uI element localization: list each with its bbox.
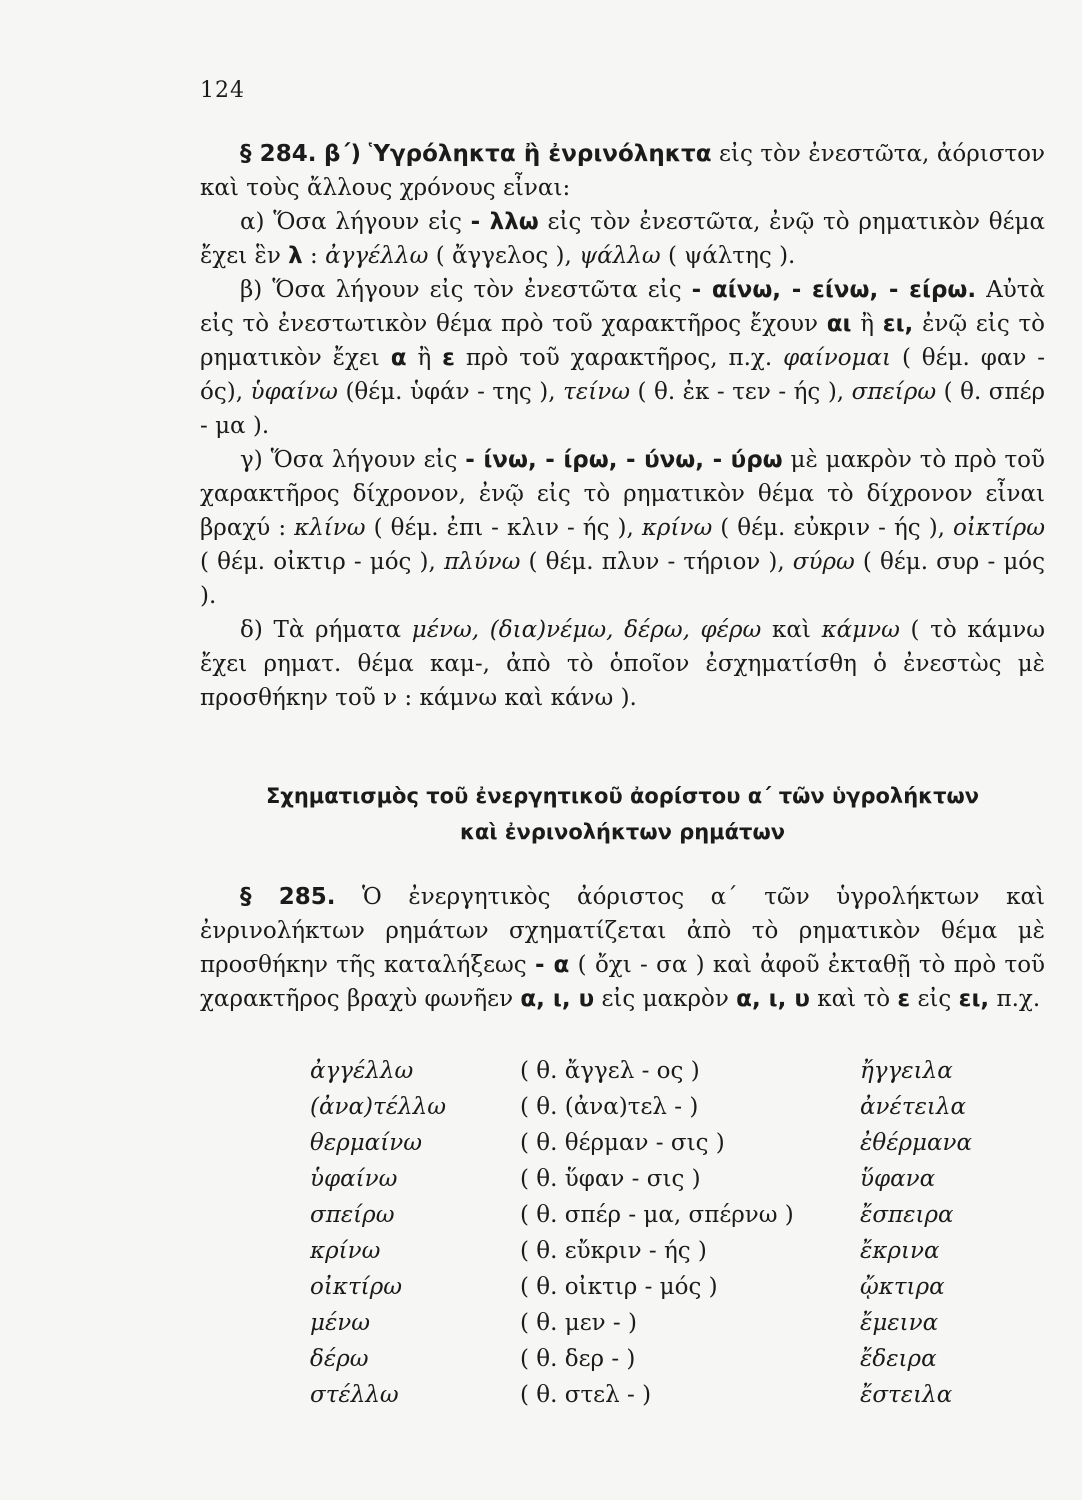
text: ( θέμ. συρ - μός ). [200, 549, 1046, 609]
example-verb: τείνω [563, 379, 630, 405]
section-number: § 285. [240, 884, 336, 910]
verb: ἀγγέλλω [310, 1058, 414, 1084]
text: : [310, 243, 318, 269]
aorist: ἔδειρα [860, 1346, 937, 1372]
ending: - αίνω, - είνω, - είρω. [691, 277, 977, 303]
section-title: Ὑγρόληκτα ἢ ἐνρινόληκτα [368, 141, 712, 167]
example-verb: ἀγγέλλω [325, 243, 429, 269]
section-heading [200, 778, 1045, 850]
verb: δέρω [310, 1346, 369, 1372]
ending: - λλω [470, 209, 539, 235]
text: Αὐτὰ εἰς τὸ ἐνεστωτικὸν θέμα πρὸ τοῦ χαρακτῆρος ἔχουν [200, 277, 1046, 337]
verb: σπείρω [310, 1202, 395, 1228]
text: μὲ μακρὸν τὸ πρὸ τοῦ χαρακτῆρος δίχρονον, ἐνῷ εἰς τὸ ρηματικὸν θέμα τὸ δίχρονον εἶναι βραχύ : [200, 447, 1046, 541]
example-verb: κρίνω [641, 515, 713, 541]
aorist: ἤγγειλα [860, 1058, 953, 1084]
table-row [310, 1094, 1010, 1130]
text: ( τὸ κάμνω ἔχει ρηματ. θέμα καμ-, ἀπὸ τὸ ὁποῖον ἐσχηματίσθη ὁ ἐνεστὼς μὲ προσθήκην τοῦ ν : κάμνω καὶ κάνω ). [200, 617, 1046, 711]
rule-d [200, 613, 1045, 715]
letter: α [390, 345, 407, 371]
aorist: ἐθέρμανα [860, 1130, 973, 1156]
text: ( θ. σπέρ - μα ). [200, 379, 1046, 439]
text: ἢ [417, 345, 432, 371]
example-verb: σύρω [792, 549, 855, 575]
text: α) Ὅσα λήγουν εἰς [240, 209, 462, 235]
intro-text: εἰς τὸν ἐνεστῶτα, ἀόριστον καὶ τοὺς ἄλλους χρόνους εἶναι: [200, 141, 1046, 201]
text: ἐνῷ εἰς τὸ ρηματικὸν ἔχει [200, 311, 1046, 371]
text: δ) Τὰ ρήματα [240, 617, 402, 643]
aorist: ἔσπειρα [860, 1202, 954, 1228]
letters: α, ι, υ [736, 986, 810, 1012]
letter: λ [288, 243, 303, 269]
text: ( θέμ. εὐκριν - ής ), [720, 515, 945, 541]
page-number: 124 [200, 78, 245, 103]
text: ( θέμ. πλυν - τήριον ), [528, 549, 785, 575]
example-verb: ψάλλω [579, 243, 661, 269]
text: ( θέμ. φαν - ός), [200, 345, 1045, 405]
rule-a [200, 205, 1045, 273]
aorist: ᾤκτιρα [860, 1274, 945, 1300]
letters: α, ι, υ [520, 986, 595, 1012]
text: Ὁ ἐνεργητικὸς ἀόριστος α΄ τῶν ὑγρολήκτων καὶ ἐνρινολήκτων ρημάτων σχηματίζεται ἀπὸ τὸ ρηματικὸν θέμα μὲ προσθήκην τῆς καταλήξεως [200, 884, 1045, 978]
example-verb: ὑφαίνω [250, 379, 338, 405]
text: εἰς τὸν ἐνεστῶτα, ἐνῷ τὸ ρηματικὸν θέμα ἔχει ἓν [200, 209, 1046, 269]
stem: ( θ. ὕφαν - σις ) [520, 1166, 701, 1192]
stem: ( θ. οἰκτιρ - μός ) [520, 1274, 718, 1300]
verb: ὑφαίνω [310, 1166, 398, 1192]
table-row [310, 1382, 1010, 1418]
table-row [310, 1058, 1010, 1094]
text: (θέμ. ὑφάν - της ), [345, 379, 556, 405]
aorist: ἀνέτειλα [860, 1094, 967, 1120]
table-row [310, 1346, 1010, 1382]
example-verb: μένω, (δια)νέμω, δέρω, φέρω [411, 617, 762, 643]
stem: ( θ. ἄγγελ - ος ) [520, 1058, 700, 1084]
aorist: ἔκρινα [860, 1238, 940, 1264]
text: εἰς [917, 986, 952, 1012]
example-verb: φαίνομαι [783, 345, 892, 371]
letter: ε [897, 986, 911, 1012]
text: ( ὄχι - σα ) καὶ ἀφοῦ ἐκταθῇ τὸ πρὸ τοῦ χαρακτῆρος βραχὺ φωνῆεν [200, 952, 1046, 1012]
verb: στέλλω [310, 1382, 399, 1408]
rule-c [200, 443, 1045, 613]
text: καὶ τὸ [817, 986, 891, 1012]
aorist: ὕφανα [860, 1166, 936, 1192]
stem: ( θ. σπέρ - μα, σπέρνω ) [520, 1202, 794, 1228]
text: β) Ὅσα λήγουν εἰς τὸν ἐνεστῶτα εἰς [240, 277, 682, 303]
heading-line-2: καὶ ἐνρινολήκτων ρημάτων [459, 820, 786, 844]
section-284-intro [200, 137, 1045, 205]
heading-line-1: Σχηματισμὸς τοῦ ἐνεργητικοῦ ἀορίστου α΄ τῶν ὑγρολήκτων [265, 784, 980, 808]
stem: ( θ. δερ - ) [520, 1346, 636, 1372]
verb: (ἀνα)τέλλω [310, 1094, 446, 1120]
verb: οἰκτίρω [310, 1274, 402, 1300]
table-row [310, 1238, 1010, 1274]
example-verb: πλύνω [443, 549, 521, 575]
stem: ( θ. μεν - ) [520, 1310, 637, 1336]
example-verb: κλίνω [294, 515, 366, 541]
verb: κρίνω [310, 1238, 381, 1264]
stem: ( θ. θέρμαν - σις ) [520, 1130, 725, 1156]
text: ( ἄγγελος ), [435, 243, 572, 269]
section-number: § 284. [240, 141, 317, 167]
stem: ( θ. (ἀνα)τελ - ) [520, 1094, 699, 1120]
aorist: ἔμεινα [860, 1310, 939, 1336]
subsection-marker: β΄) [323, 141, 362, 167]
verb: μένω [310, 1310, 371, 1336]
table-row [310, 1274, 1010, 1310]
text: ἢ [860, 311, 875, 337]
aorist: ἔστειλα [860, 1382, 953, 1408]
example-verb: οἰκτίρω [953, 515, 1045, 541]
example-verb: σπείρω [851, 379, 937, 405]
table-row [310, 1166, 1010, 1202]
table-row [310, 1202, 1010, 1238]
verb: θερμαίνω [310, 1130, 422, 1156]
ending: - ίνω, - ίρω, - ύνω, - ύρω [465, 447, 783, 473]
letter: αι [826, 311, 852, 337]
letter: ε [442, 345, 455, 371]
stem: ( θ. εὔκριν - ής ) [520, 1238, 707, 1264]
examples-table [310, 1058, 1010, 1418]
text: π.χ. [996, 986, 1041, 1012]
section-285 [200, 880, 1045, 1016]
stem: ( θ. στελ - ) [520, 1382, 652, 1408]
text: εἰς μακρὸν [601, 986, 729, 1012]
text: πρὸ τοῦ χαρακτῆρος, π.χ. [465, 345, 773, 371]
text: ( θέμ. οἰκτιρ - μός ), [200, 549, 436, 575]
table-row [310, 1130, 1010, 1166]
letters: ει, [958, 986, 990, 1012]
text: ( ψάλτης ). [667, 243, 796, 269]
text: καὶ [771, 617, 811, 643]
text: γ) Ὅσα λήγουν εἰς [240, 447, 458, 473]
text: ( θ. ἐκ - τεν - ής ), [637, 379, 845, 405]
rule-b [200, 273, 1045, 443]
section-284 [200, 137, 1045, 715]
table-row [310, 1310, 1010, 1346]
section-285-text [200, 880, 1045, 1016]
text: ( θέμ. ἐπι - κλιν - ής ), [373, 515, 634, 541]
ending: - α [535, 952, 570, 978]
example-verb: κάμνω [821, 617, 900, 643]
letter: ει, [882, 311, 914, 337]
